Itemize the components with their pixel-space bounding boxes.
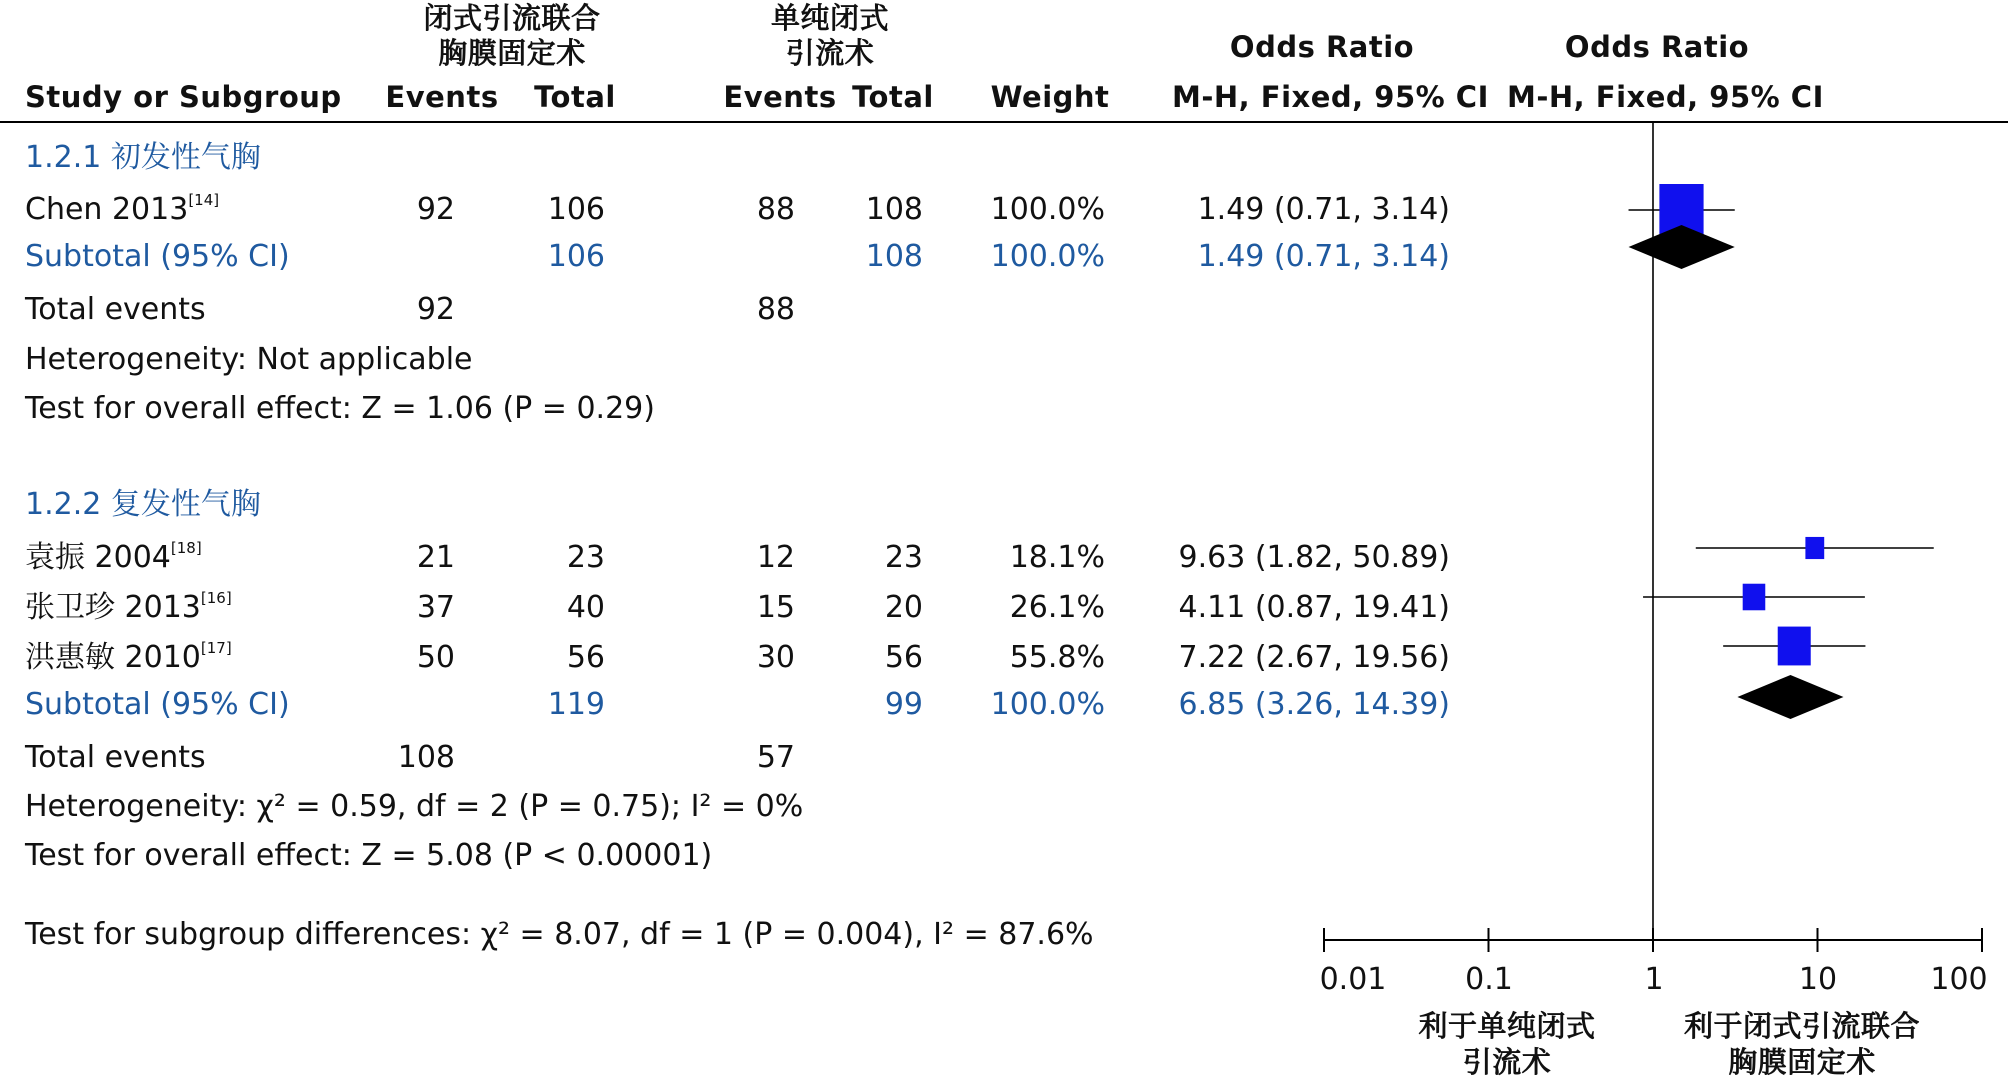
ctl-total: 20 xyxy=(884,590,923,625)
study-ci: 9.63 (1.82, 50.89) xyxy=(1178,540,1450,575)
total-events-exp: 108 xyxy=(397,740,455,775)
ctl-total: 23 xyxy=(884,540,923,575)
exp-events: 37 xyxy=(416,590,455,625)
ctl-events: 88 xyxy=(756,192,795,227)
subtotal-weight: 100.0% xyxy=(990,687,1105,722)
exp-group-heading-line2: 胸膜固定术 xyxy=(438,36,586,70)
subtotal-ci: 1.49 (0.71, 3.14) xyxy=(1197,239,1450,274)
study-weight: 100.0% xyxy=(990,192,1105,227)
overall-effect-text: Test for overall effect: Z = 5.08 (P < 0.00001) xyxy=(25,838,713,873)
ctl-events: 12 xyxy=(756,540,795,575)
exp-events-header: Events xyxy=(385,80,499,114)
exp-events: 21 xyxy=(416,540,455,575)
total-events-ctl: 88 xyxy=(756,292,795,327)
exp-total: 56 xyxy=(566,640,605,675)
axis-tick-label: 1 xyxy=(1644,962,1664,997)
total-events-ctl: 57 xyxy=(756,740,795,775)
study-name: 洪惠敏 2010[17] xyxy=(25,639,232,675)
axis-tick-label: 100 xyxy=(1930,962,1988,997)
exp-group-heading-line1: 闭式引流联合 xyxy=(423,1,601,35)
favours-control-line2: 引流术 xyxy=(1462,1045,1552,1079)
ctl-group-heading-line1: 单纯闭式 xyxy=(770,1,889,35)
study-name: Chen 2013[14] xyxy=(25,191,220,227)
or-method-header: M-H, Fixed, 95% CI xyxy=(1172,80,1489,114)
ctl-total: 108 xyxy=(865,192,923,227)
subtotal-label: Subtotal (95% CI) xyxy=(25,687,290,722)
heterogeneity-text: Heterogeneity: χ² = 0.59, df = 2 (P = 0.75); I² = 0% xyxy=(25,789,804,824)
study-ref: [17] xyxy=(200,639,232,657)
exp-events: 92 xyxy=(416,192,455,227)
plot-column-title: Odds Ratio xyxy=(1564,30,1750,64)
exp-total: 23 xyxy=(566,540,605,575)
study-weight-square xyxy=(1778,627,1811,666)
study-ref: [16] xyxy=(200,589,232,607)
weight-header: Weight xyxy=(990,80,1110,114)
overall-effect-text: Test for overall effect: Z = 1.06 (P = 0.29) xyxy=(25,391,655,426)
subtotal-diamond xyxy=(1737,675,1843,719)
axis-tick-label: 10 xyxy=(1798,962,1838,997)
favours-treatment-line1: 利于闭式引流联合 xyxy=(1683,1009,1920,1043)
subtotal-exp-total: 119 xyxy=(547,687,605,722)
ctl-total-header: Total xyxy=(852,80,934,114)
ctl-events: 15 xyxy=(756,590,795,625)
subtotal-weight: 100.0% xyxy=(990,239,1105,274)
ctl-events: 30 xyxy=(756,640,795,675)
subgroup-2-label: 1.2.2 复发性气胸 xyxy=(25,487,261,522)
study-ref: [18] xyxy=(170,539,202,557)
subtotal-exp-total: 106 xyxy=(547,239,605,274)
subtotal-ctl-total: 108 xyxy=(865,239,923,274)
study-weight: 26.1% xyxy=(1009,590,1105,625)
study-weight-square xyxy=(1743,584,1766,611)
study-ci: 4.11 (0.87, 19.41) xyxy=(1178,590,1450,625)
study-ref: [14] xyxy=(188,191,220,209)
total-events-label: Total events xyxy=(25,292,206,327)
subgroup-1-label: 1.2.1 初发性气胸 xyxy=(25,140,261,175)
total-events-label: Total events xyxy=(25,740,206,775)
study-column-header: Study or Subgroup xyxy=(25,80,342,114)
exp-events: 50 xyxy=(416,640,455,675)
total-events-exp: 92 xyxy=(416,292,455,327)
ctl-group-heading-line2: 引流术 xyxy=(785,36,875,70)
subtotal-diamond xyxy=(1629,225,1735,269)
subtotal-ci: 6.85 (3.26, 14.39) xyxy=(1178,687,1450,722)
exp-total: 106 xyxy=(547,192,605,227)
favours-control-line1: 利于单纯闭式 xyxy=(1418,1009,1596,1043)
study-name: 袁振 2004[18] xyxy=(25,539,202,575)
subtotal-label: Subtotal (95% CI) xyxy=(25,239,290,274)
subgroup-differences-text: Test for subgroup differences: χ² = 8.07, df = 1 (P = 0.004), I² = 87.6% xyxy=(25,917,1094,952)
study-name: 张卫珍 2013[16] xyxy=(25,589,232,625)
ctl-total: 56 xyxy=(884,640,923,675)
axis-tick-label: 0.01 xyxy=(1319,962,1387,997)
exp-total: 40 xyxy=(566,590,605,625)
favours-treatment-line2: 胸膜固定术 xyxy=(1728,1045,1876,1079)
exp-total-header: Total xyxy=(534,80,616,114)
subtotal-ctl-total: 99 xyxy=(884,687,923,722)
study-ci: 1.49 (0.71, 3.14) xyxy=(1197,192,1450,227)
ctl-events-header: Events xyxy=(723,80,837,114)
axis-tick-label: 0.1 xyxy=(1465,962,1513,997)
or-column-title: Odds Ratio xyxy=(1229,30,1415,64)
plot-method-header: M-H, Fixed, 95% CI xyxy=(1507,80,1824,114)
study-ci: 7.22 (2.67, 19.56) xyxy=(1178,640,1450,675)
heterogeneity-text: Heterogeneity: Not applicable xyxy=(25,342,473,377)
study-weight: 55.8% xyxy=(1009,640,1105,675)
study-weight-square xyxy=(1805,537,1824,559)
study-weight: 18.1% xyxy=(1009,540,1105,575)
